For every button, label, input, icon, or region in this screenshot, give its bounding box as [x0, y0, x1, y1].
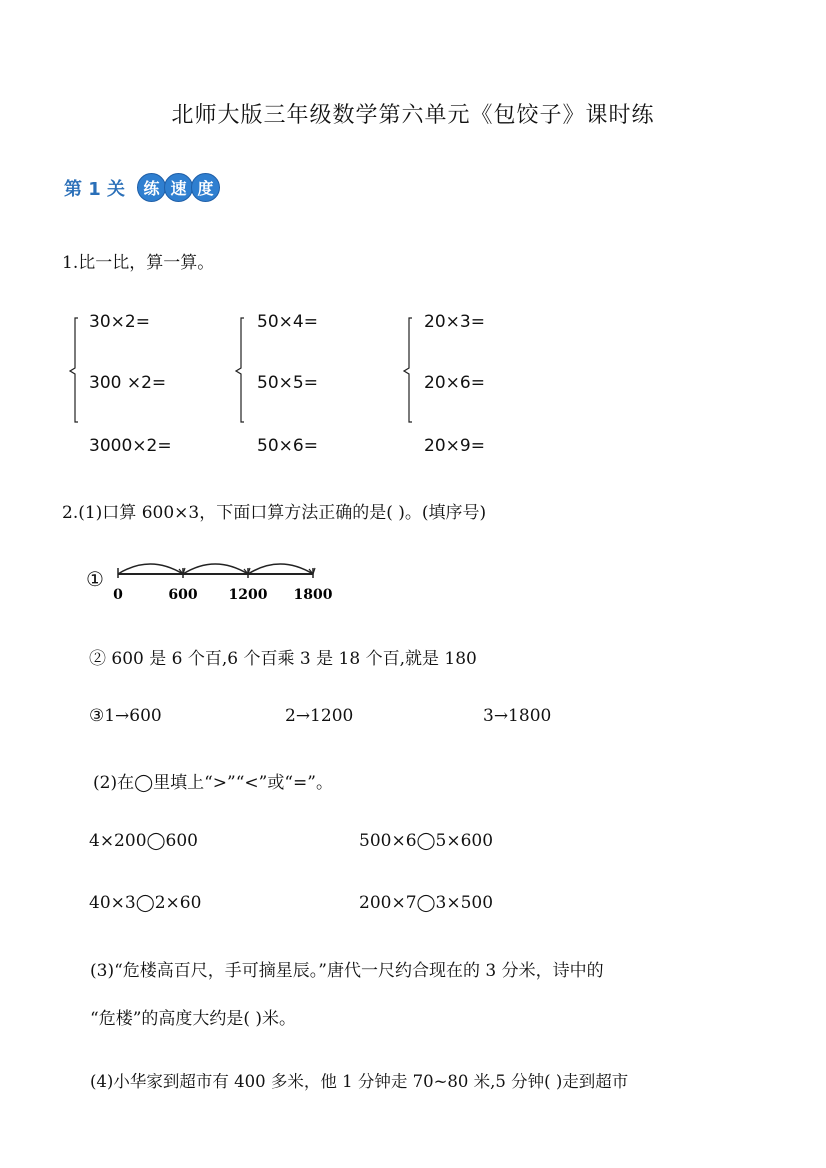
comparison-item: 4×200◯600 — [89, 831, 198, 851]
option-2: ② 600 是 6 个百,6 个百乘 3 是 18 个百,就是 180 — [89, 649, 477, 669]
comparison-item: 500×6◯5×600 — [359, 831, 494, 851]
jump-arc — [183, 564, 248, 574]
option-3-part: ③1→600 — [89, 706, 162, 726]
equation: 50×4= — [257, 312, 318, 332]
equation: 20×3= — [424, 312, 485, 332]
number-line-label: 0 — [113, 587, 123, 603]
jump-arc — [118, 564, 183, 574]
level-badge: 练 — [137, 173, 166, 202]
option-1-marker: ① — [86, 567, 104, 591]
equation: 20×9= — [424, 436, 485, 456]
page-title: 北师大版三年级数学第六单元《包饺子》课时练 — [171, 103, 655, 128]
equation: 50×5= — [257, 373, 318, 393]
question-1-prompt: 1.比一比，算一算。 — [62, 253, 215, 273]
option-3-part: 2→1200 — [285, 706, 354, 726]
option-3-part: 3→1800 — [483, 706, 552, 726]
question-2-part3-line1: (3)“危楼高百尺，手可摘星辰。”唐代一尺约合现在的 3 分米，诗中的 — [90, 961, 604, 981]
level-badges — [137, 173, 218, 202]
equation: 50×6= — [257, 436, 318, 456]
question-2-part4-line1: (4)小华家到超市有 400 多米，他 1 分钟走 70~80 米,5 分钟( )走到超市 — [90, 1072, 629, 1091]
level-header — [64, 173, 218, 202]
question-2-part1-prompt: 2.(1)口算 600×3，下面口算方法正确的是( )。(填序号) — [62, 503, 487, 523]
equation: 3000×2= — [89, 436, 172, 456]
level-badge: 度 — [191, 173, 220, 202]
comparison-item: 200×7◯3×500 — [359, 893, 494, 913]
brace-3 — [402, 316, 418, 426]
brace-2 — [234, 316, 250, 426]
question-2-part2-prompt: (2)在◯里填上“>”“<”或“=”。 — [93, 773, 333, 793]
level-badge: 速 — [164, 173, 193, 202]
comparison-item: 40×3◯2×60 — [89, 893, 202, 913]
number-line-label: 1800 — [293, 587, 333, 603]
equation: 30×2= — [89, 312, 150, 332]
equation: 20×6= — [424, 373, 485, 393]
level-label: 第 1 关 — [64, 178, 126, 200]
number-line-diagram — [108, 556, 333, 606]
equation: 300 ×2= — [89, 373, 167, 393]
brace-1 — [68, 316, 84, 426]
jump-arc — [248, 564, 313, 574]
number-line-label: 1200 — [228, 587, 268, 603]
question-2-part3-line2: “危楼”的高度大约是( )米。 — [90, 1009, 297, 1029]
number-line-label: 600 — [168, 587, 198, 603]
